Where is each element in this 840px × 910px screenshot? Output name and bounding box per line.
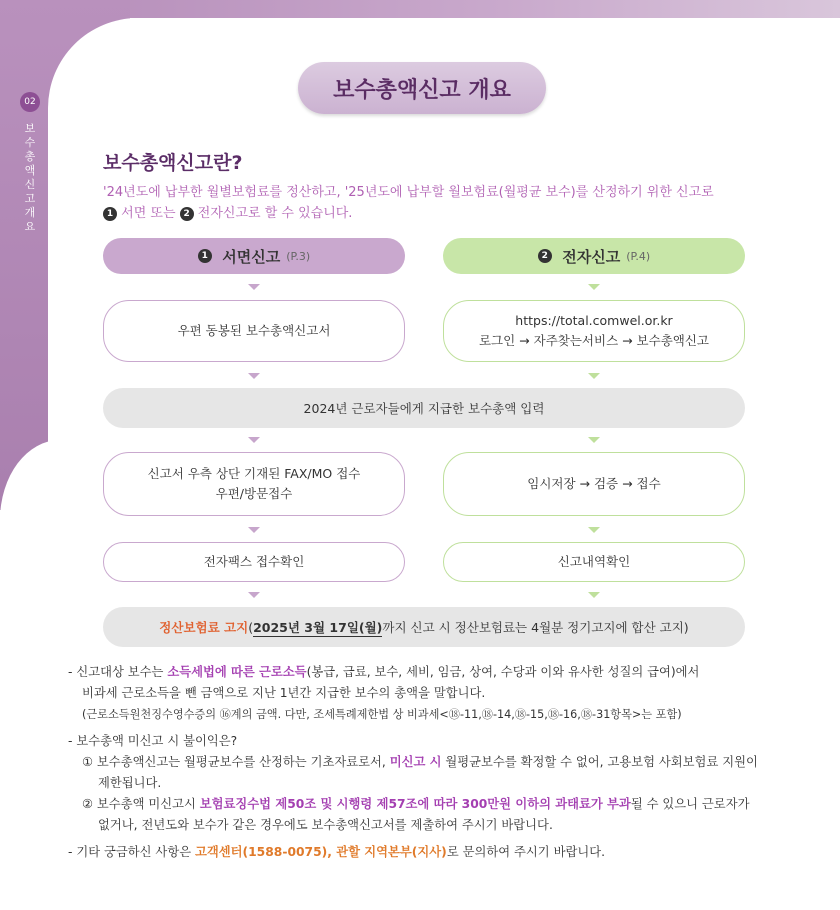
down-arrow-icon [248,284,260,290]
intro-text-a: 서면 또는 [117,206,180,221]
website-url: https://total.comwel.or.kr [515,313,673,328]
page-title: 보수총액신고 개요 [298,62,546,114]
intro-line-1: '24년도에 납부한 월별보험료를 정산하고, '25년도에 납부할 월보험료(월평균 보수)를 산정하기 위한 신고로 [103,185,714,200]
final-paren: ( [248,619,254,635]
note-1-line-3: (근로소득원천징수영수증의 ⑯계의 금액. 다만, 조세특례제한법 상 비과세<⑱-11,⑱-14,⑱-15,⑱-16,⑱-31항목>는 포함) [82,708,682,721]
note-highlight: 소득세법에 따른 근로소득 [167,665,307,679]
step-text: 2024년 근로자들에게 지급한 보수총액 입력 [303,401,545,416]
down-arrow-icon [248,527,260,533]
note-3 [68,842,788,863]
deadline-date: 2025년 3월 17일(월) [253,619,383,635]
note-highlight: 미신고 시 [389,755,442,769]
note-text: - 신고대상 보수는 [68,665,168,679]
electronic-report-header [443,238,745,274]
note-2-item-1-cont: 제한됩니다. [98,776,162,790]
note-text: - 기타 궁금하신 사항은 [68,845,195,859]
electronic-report-label: 전자신고 [562,247,621,266]
note-text: ① 보수총액신고는 월평균보수를 산정하는 기초자료로서, [82,755,390,769]
written-step-mail-form [103,300,405,362]
step-text: 신고내역확인 [557,554,631,569]
final-rest: 까지 신고 시 정산보험료는 4월분 정기고지에 합산 고지) [382,620,689,635]
note-text: 월평균보수를 확정할 수 없어, 고용보험 사회보험료 지원이 [441,755,758,769]
number-1-icon: 1 [103,207,117,221]
written-step-submit [103,452,405,516]
note-text: 로 문의하여 주시기 바랍니다. [446,845,605,859]
step-text-line1: 신고서 우측 상단 기재된 FAX/MO 접수 [147,466,361,481]
step-text: 전자팩스 접수확인 [203,554,305,569]
written-step-confirm [103,542,405,582]
note-2-item-1 [68,752,788,773]
electronic-step-confirm [443,542,745,582]
note-highlight: 보험료징수법 제50조 및 시행령 제57조에 따라 300만원 이하의 과태료가 부과 [199,797,631,811]
chapter-vertical-title: 보수총액신고 개요 [24,122,36,233]
down-arrow-icon [588,284,600,290]
settlement-highlight: 정산보험료 고지 [159,620,249,635]
note-text: 될 수 있으니 근로자가 [630,797,750,811]
login-path: 로그인 → 자주찾는서비스 → 보수총액신고 [478,333,710,348]
down-arrow-icon [588,373,600,379]
intro-text-b: 전자신고로 할 수 있습니다. [193,206,353,221]
step-text: 우편 동봉된 보수총액신고서 [177,323,331,338]
written-report-header [103,238,405,274]
note-2-item-2 [68,794,788,815]
note-1-line-1 [68,662,788,683]
down-arrow-icon [588,437,600,443]
number-2-icon: 2 [538,249,552,263]
note-1-line-2: 비과세 근로소득을 뺀 금액으로 지난 1년간 지급한 보수의 총액을 말합니다. [82,686,486,700]
number-2-icon: 2 [180,207,194,221]
step-text: 임시저장 → 검증 → 접수 [527,476,661,491]
down-arrow-icon [248,437,260,443]
step-text-line2: 우편/방문접수 [215,486,293,501]
number-1-icon: 1 [198,249,212,263]
down-arrow-icon [248,373,260,379]
note-2-item-2-cont: 없거나, 전년도와 보수가 같은 경우에도 보수총액신고서를 제출하여 주시기 바랍니다. [98,818,553,832]
written-report-label: 서면신고 [222,247,281,266]
electronic-step-submit [443,452,745,516]
electronic-step-login [443,300,745,362]
chapter-number-badge: 02 [20,92,40,112]
down-arrow-icon [588,527,600,533]
note-text: ② 보수총액 미신고시 [82,797,200,811]
down-arrow-icon [588,592,600,598]
section-heading: 보수총액신고란? [103,152,243,174]
down-arrow-icon [248,592,260,598]
note-2-title: - 보수총액 미신고 시 불이익은? [68,734,238,748]
electronic-report-page-ref: (P.4) [626,249,651,263]
common-step-input-total [103,388,745,428]
contact-highlight: 고객센터(1588-0075), 관할 지역본부(지사) [194,845,447,859]
note-text: (봉급, 급료, 보수, 세비, 임금, 상여, 수당과 이와 유사한 성질의 급여)에서 [306,665,700,679]
intro-line-2 [103,202,352,221]
final-step-settlement-notice [103,607,745,647]
written-report-page-ref: (P.3) [286,249,311,263]
notes-section [68,662,788,863]
